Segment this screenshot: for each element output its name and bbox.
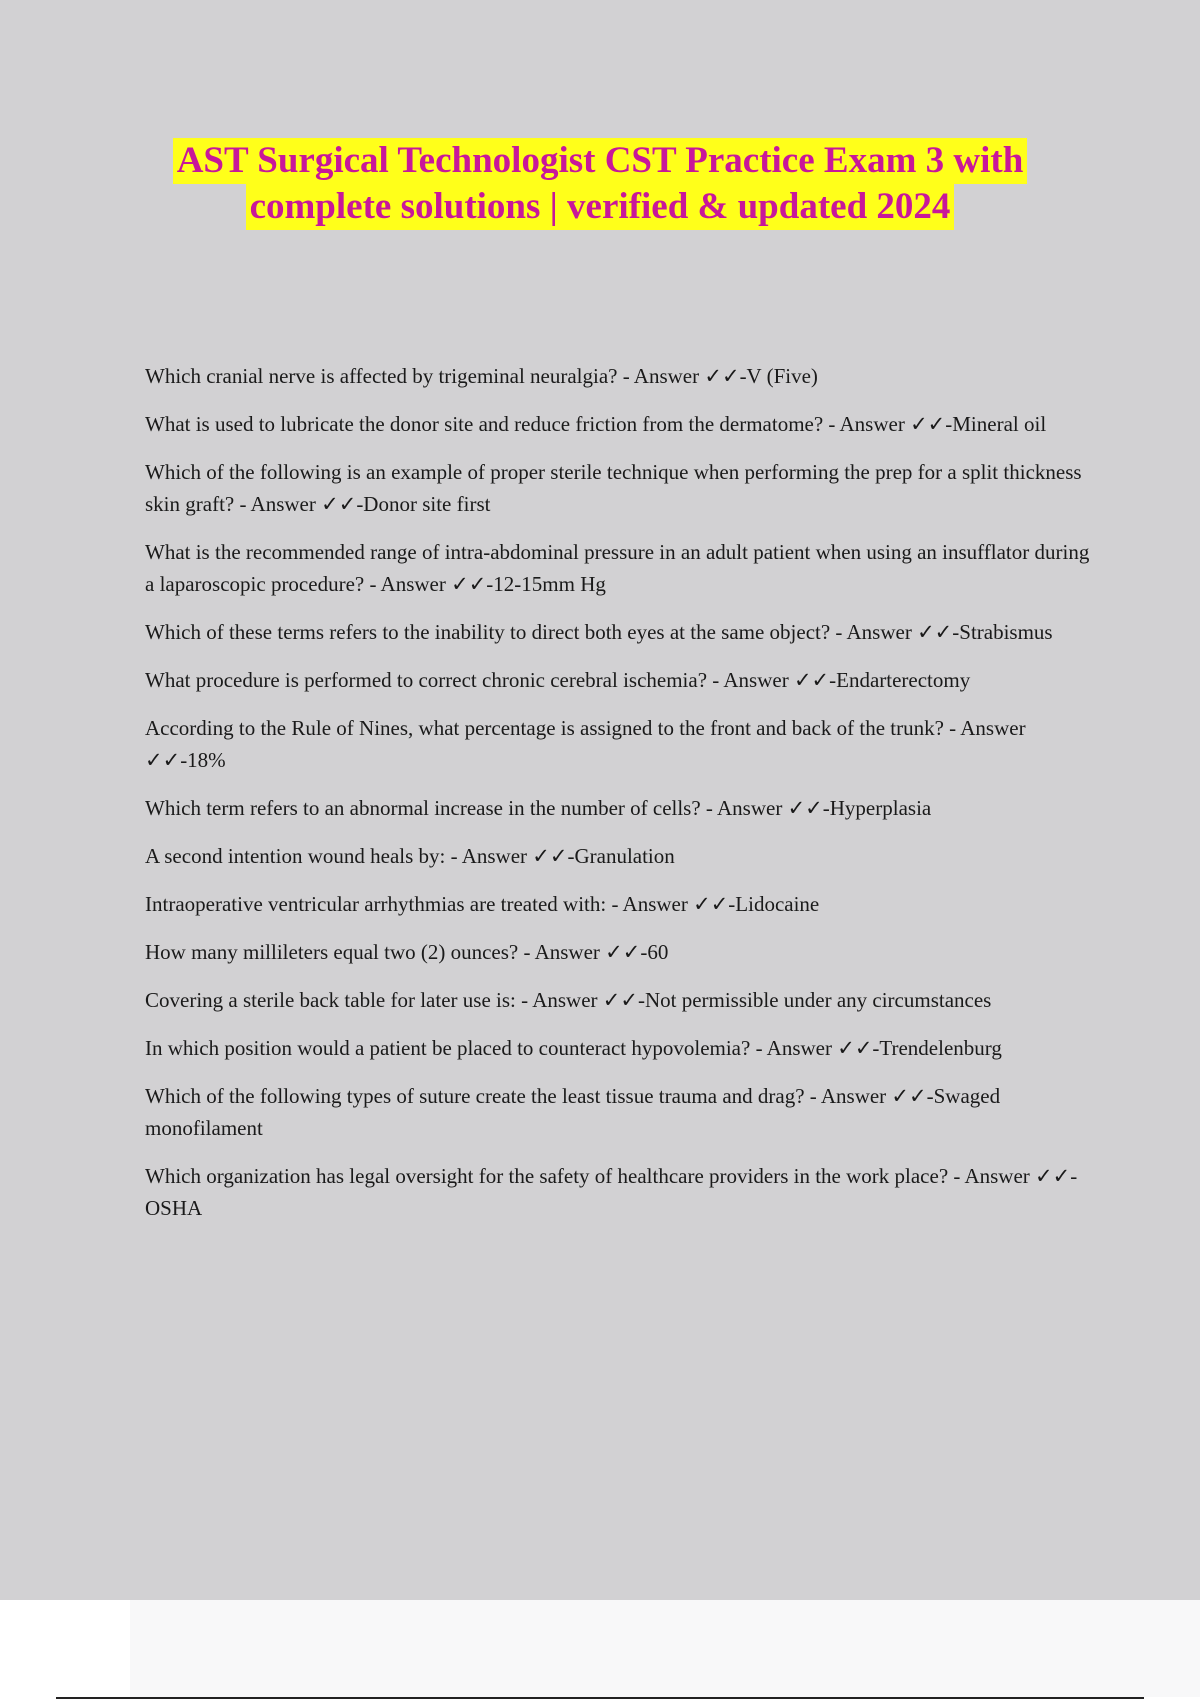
qa-item: What is the recommended range of intra-abdominal pressure in an adult patient when using an insufflator during a laparoscopic procedure? - Answer ✓✓-12-15mm Hg [145, 540, 1090, 596]
qa-item: What procedure is performed to correct chronic cerebral ischemia? - Answer ✓✓-Endarterectomy [145, 668, 971, 692]
qa-item: How many millileters equal two (2) ounces? - Answer ✓✓-60 [145, 940, 669, 964]
title-line-2: complete solutions | verified & updated 2024 [246, 184, 955, 230]
qa-item: In which position would a patient be placed to counteract hypovolemia? - Answer ✓✓-Trendelenburg [145, 1036, 1002, 1060]
qa-item: What is used to lubricate the donor site and reduce friction from the dermatome? - Answer ✓✓-Mineral oil [145, 412, 1047, 436]
footer-divider [56, 1697, 1144, 1699]
document-title [0, 138, 1200, 230]
qa-item: Covering a sterile back table for later use is: - Answer ✓✓-Not permissible under any circumstances [145, 988, 992, 1012]
footer-area [130, 1600, 1200, 1697]
qa-item: According to the Rule of Nines, what percentage is assigned to the front and back of the trunk? - Answer ✓✓-18% [145, 716, 1026, 772]
qa-item: Which of the following types of suture create the least tissue trauma and drag? - Answer ✓✓-Swaged monofilament [145, 1084, 1001, 1140]
qa-item: A second intention wound heals by: - Answer ✓✓-Granulation [145, 844, 675, 868]
qa-item: Which of these terms refers to the inability to direct both eyes at the same object? - Answer ✓✓-Strabismus [145, 620, 1053, 644]
qa-item: Intraoperative ventricular arrhythmias are treated with: - Answer ✓✓-Lidocaine [145, 892, 820, 916]
title-line-1: AST Surgical Technologist CST Practice Exam 3 with [173, 138, 1028, 184]
question-answer-list [145, 360, 1090, 1240]
qa-item: Which of the following is an example of proper sterile technique when performing the prep for a split thickness skin graft? - Answer ✓✓-Donor site first [145, 460, 1082, 516]
qa-item: Which term refers to an abnormal increase in the number of cells? - Answer ✓✓-Hyperplasia [145, 796, 932, 820]
qa-item: Which organization has legal oversight for the safety of healthcare providers in the work place? - Answer ✓✓-OSHA [145, 1164, 1078, 1220]
qa-item: Which cranial nerve is affected by trigeminal neuralgia? - Answer ✓✓-V (Five) [145, 364, 818, 388]
